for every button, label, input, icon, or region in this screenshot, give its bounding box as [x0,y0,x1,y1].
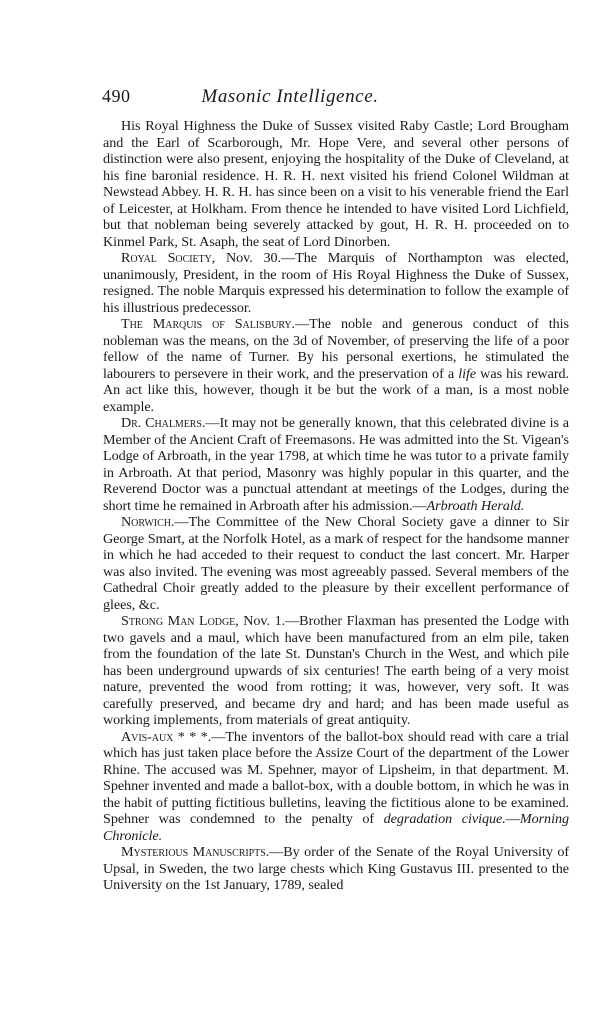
paragraph [103,415,569,514]
paragraph-text: Nov. 30.—The Marquis of Northampton was elected, unanimously, President, in the room of His Royal Highness the Duke of Sussex, resigned. The noble Marquis expressed his determination to follow the example of his illustrious predecessor. [103,250,569,316]
italic-text: Morning Chronicle. [103,811,569,844]
paragraph-text: —The Committee of the New Choral Society gave a dinner to Sir George Smart, at the Norfolk Hotel, as a mark of respect for the handsome manner in which he had acceded to their request to conduct the last concert. Mr. Harper was also invited. The evening was most agreeably passed. Several members of the Cathedral Choir greatly added to the pleasure by their excellent performance of glees, &c. [103,514,569,613]
italic-text: life [458,365,477,382]
paragraph-text: —The inventors of the ballot-box should read with care a trial which has just taken place before the Assize Court of the department of the Lower Rhine. The accused was M. Spehner, mayor of Lipsheim, in that department. M. Spehner invented and made a ballot-box, with a double bottom, in which he was in the habit of putting fictitious bulletins, leaving the fictitious alone to be examined. Spehner was condemned to the penalty of [103,728,569,827]
paragraph-heading: Mysterious Manuscripts. [121,844,270,860]
paragraph-text: —The noble and generous conduct of this nobleman was the means, on the 3d of November, of preserving the life of a poor fellow of the name of Turner. By his personal exertions, he stimulated the labourers to persevere in their work, and the preservation of a [103,316,569,382]
article-body [103,118,569,894]
paragraph-heading: Strong Man Lodge, [121,613,239,629]
paragraph-heading: Avis-aux * * *. [121,728,212,745]
italic-text: Arbroath Herald. [426,497,525,514]
paragraph-text: His Royal Highness the Duke of Sussex visited Raby Castle; Lord Brougham and the Earl of Scarborough, Mr. Hope Vere, and several other persons of distinction were also present, enjoying the hospitality of the Duke of Cleveland, at his fine baronial residence. H. R. H. next visited his friend Colonel Wildman at Newstead Abbey. H. R. H. has since been on a visit to his venerable friend the Earl of Leicester, at Holkham. From thence he intended to have visited Lord Lichfield, but that nobleman being severely attacked by gout, H. R. H. proceeded on to Kinmel Park, St. Asaph, the seat of Lord Dinorben. [103,118,569,250]
running-title: Masonic Intelligence. [201,86,379,107]
paragraph [103,514,569,613]
paragraph [103,844,569,894]
paragraph-text: Nov. 1.—Brother Flaxman has presented the Lodge with two gavels and a maul, which have been manufactured from an elm pile, taken from the foundation of the late St. Dunstan's Church in the West, and which pile has been underground upwards of six centuries! The earth being of a very moist nature, prevented the wood from rotting; it was, however, very soft. It was carefully preserved, and became dry and hard; and has been made useful as working implements, from materials of great antiquity. [103,613,569,728]
paragraph-heading: Royal Society, [121,250,216,266]
paragraph-text: — [505,811,520,827]
paragraph-heading: Dr. Chalmers. [121,415,206,431]
paragraph [103,250,569,316]
paragraph-text: —By order of the Senate of the Royal University of Upsal, in Sweden, the two large chests which King Gustavus III. presented to the University on the 1st January, 1789, sealed [103,844,569,893]
paragraph-text: —It may not be generally known, that this celebrated divine is a Member of the Ancient Craft of Freemasons. He was admitted into the St. Vigean's Lodge of Arbroath, in the year 1798, at which time he was tutor to a private family in Arbroath. At that period, Masonry was highly popular in this quarter, and the Reverend Doctor was a punctual attendant at meetings of the Lodges, during the short time he remained in Arbroath after his admission.— [103,415,569,514]
page-header [102,86,478,112]
paragraph-text: was his reward. An act like this, however, though it be but the work of a man, is a most noble example. [103,365,569,415]
paragraph [103,613,569,729]
paragraph-heading: Norwich. [121,514,175,530]
paragraph [103,316,569,415]
page-number: 490 [102,86,131,106]
paragraph [103,729,569,845]
italic-text: degradation civique. [383,811,506,827]
paragraph-heading: The Marquis of Salisbury. [121,316,296,332]
paragraph [103,118,569,250]
